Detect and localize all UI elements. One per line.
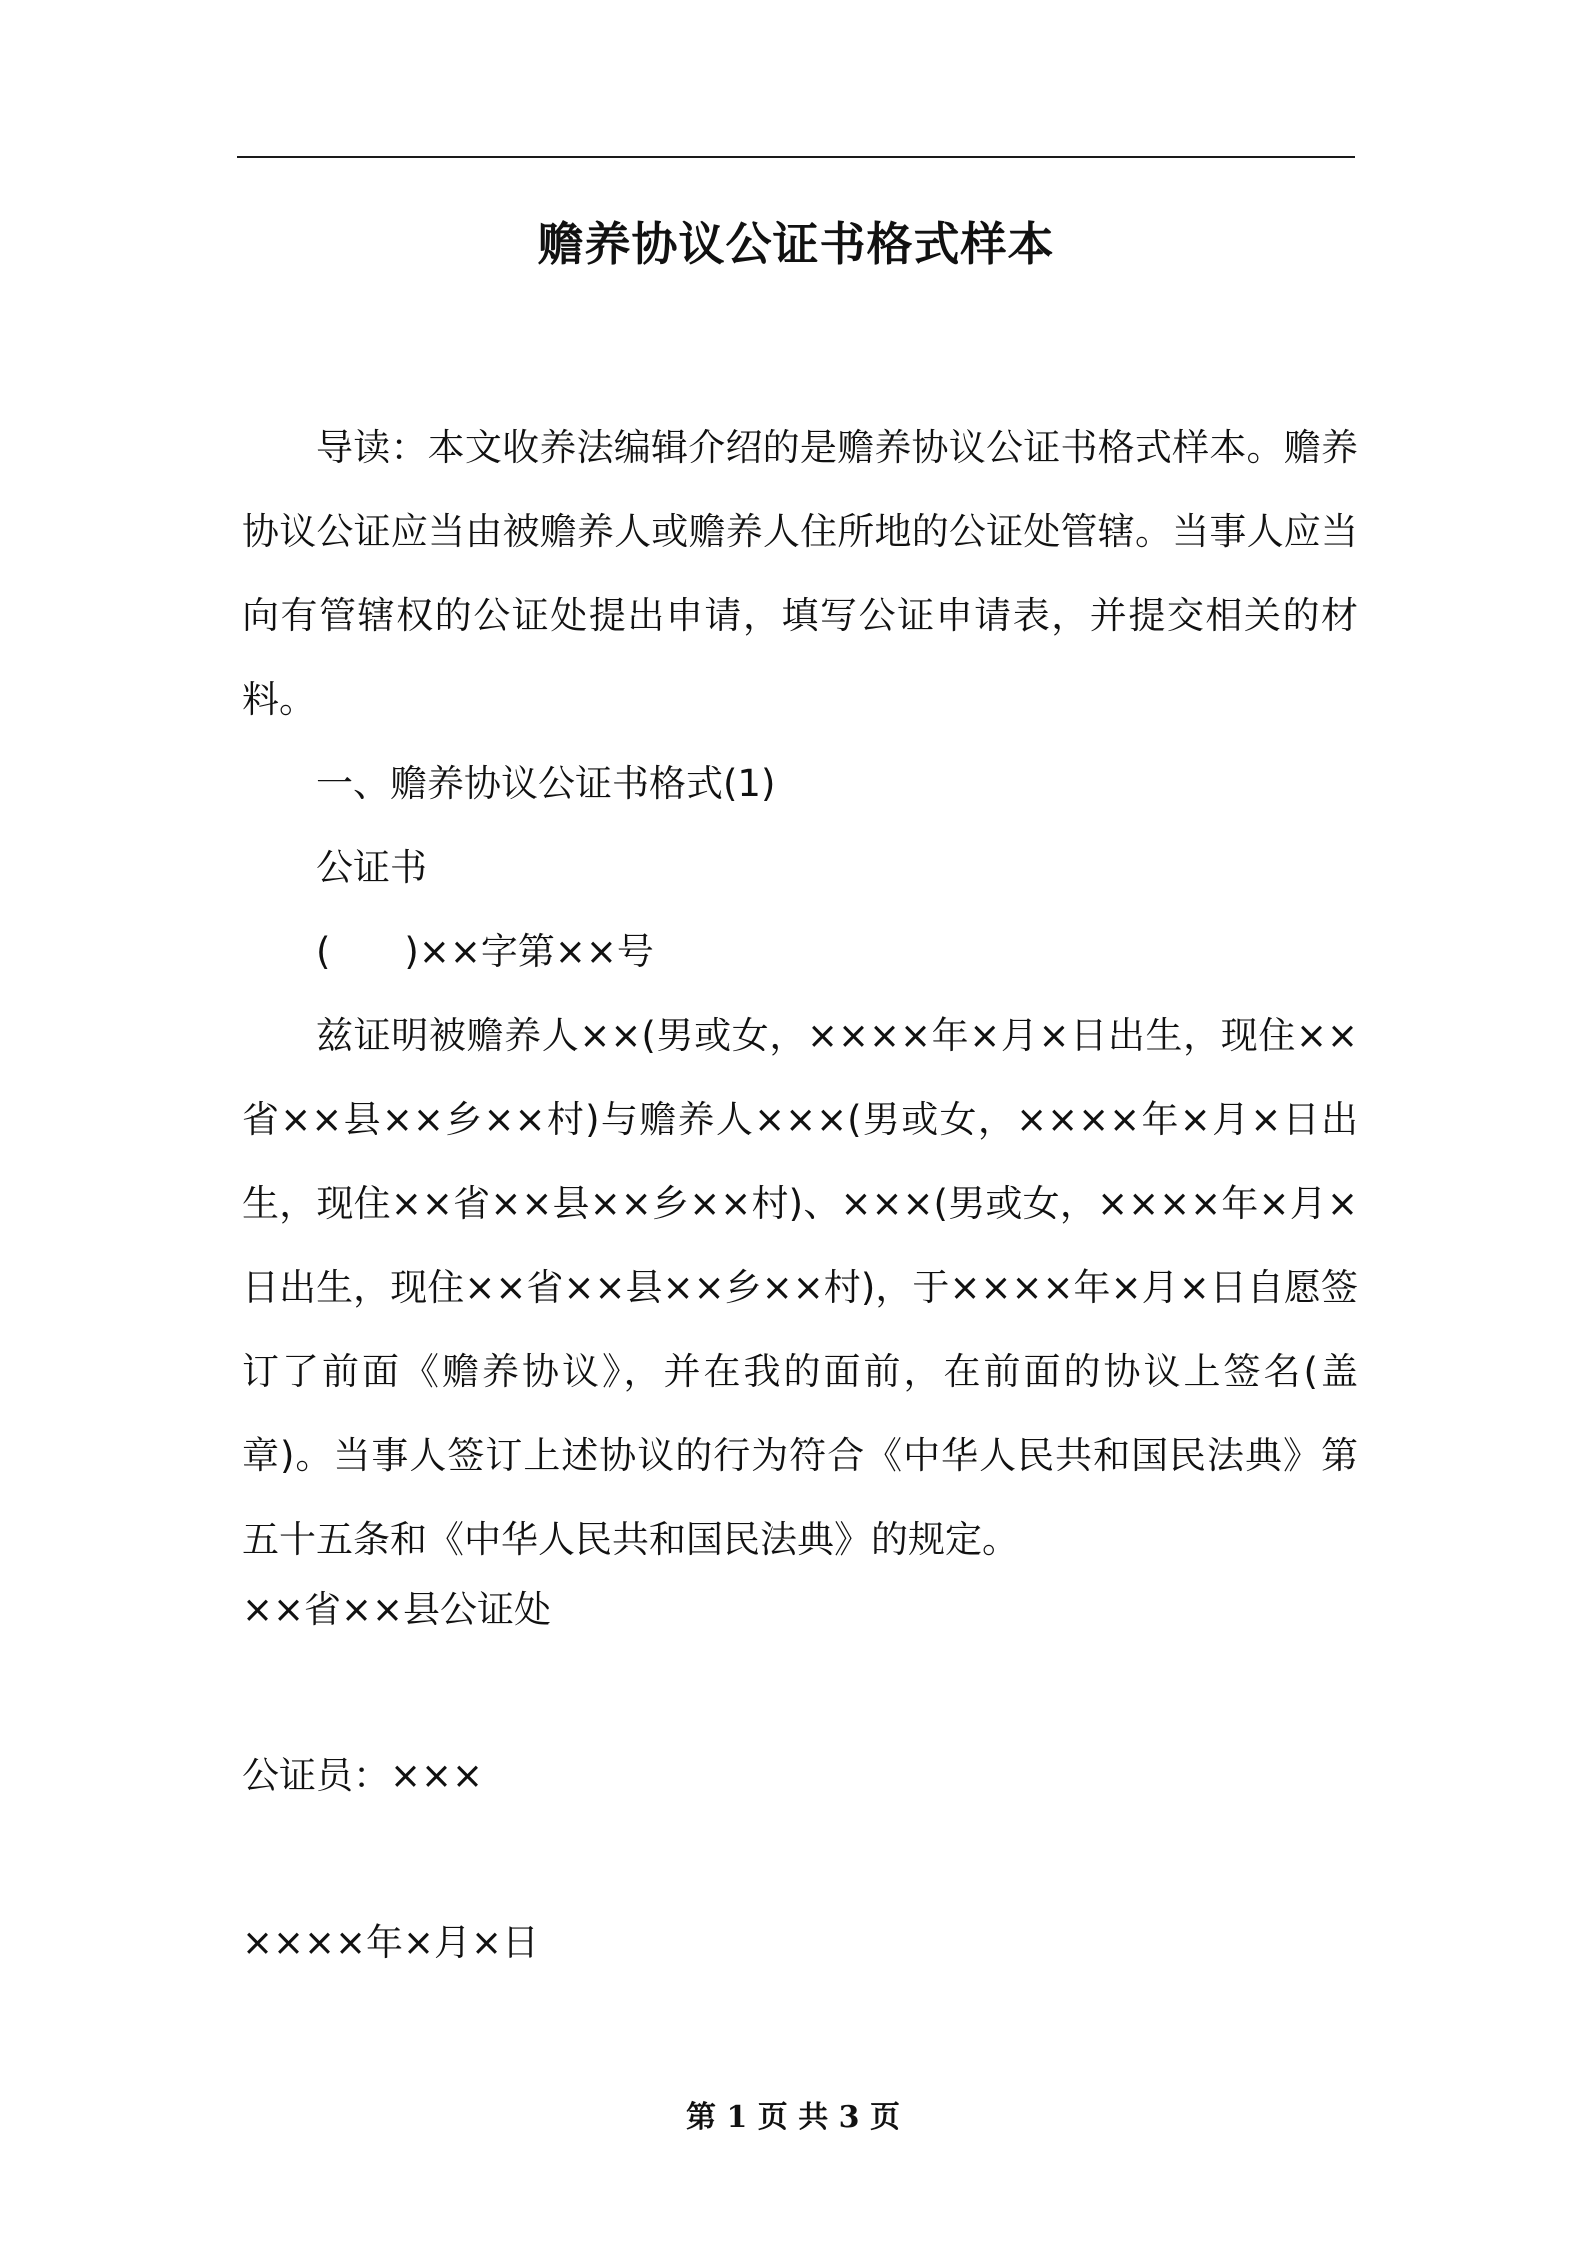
notary-office: ××省××县公证处 [242,1588,552,1631]
signature-date: ××××年×月×日 [242,1921,540,1964]
document-title: 赡养协议公证书格式样本 [537,217,1055,271]
certificate-body-paragraph: 兹证明被赡养人××(男或女，××××年×月×日出生，现住××省××县××乡××村)与赡养人×××(男或女，××××年×月×日出生，现住××省××县××乡××村)、×××(男或女，××××年×月×日出生，现住××省××县××乡××村)，于××××年×月×日自愿签订了前面《赡养协议》，并在我的面前，在前面的协议上签名(盖章)。当事人签订上述协议的行为符合《中华人民共和国民法典》第五十五条和《中华人民共和国民法典》的规定。 [242,1014,1358,1561]
certificate-label: 公证书 [316,846,427,889]
section-heading: 一、赡养协议公证书格式(1) [316,762,776,805]
document-body [242,406,1358,1582]
certificate-number: ( )××字第××号 [316,930,654,973]
intro-paragraph: 导读：本文收养法编辑介绍的是赡养协议公证书格式样本。赡养协议公证应当由被赡养人或赡养人住所地的公证处管辖。当事人应当向有管辖权的公证处提出申请，填写公证申请表，并提交相关的材料。 [242,426,1358,721]
page-footer [0,2098,1586,2138]
page-number-label: 第 1 页 共 3 页 [686,2100,900,2135]
header-rule [237,156,1355,158]
notary-name: 公证员：××× [242,1754,484,1797]
